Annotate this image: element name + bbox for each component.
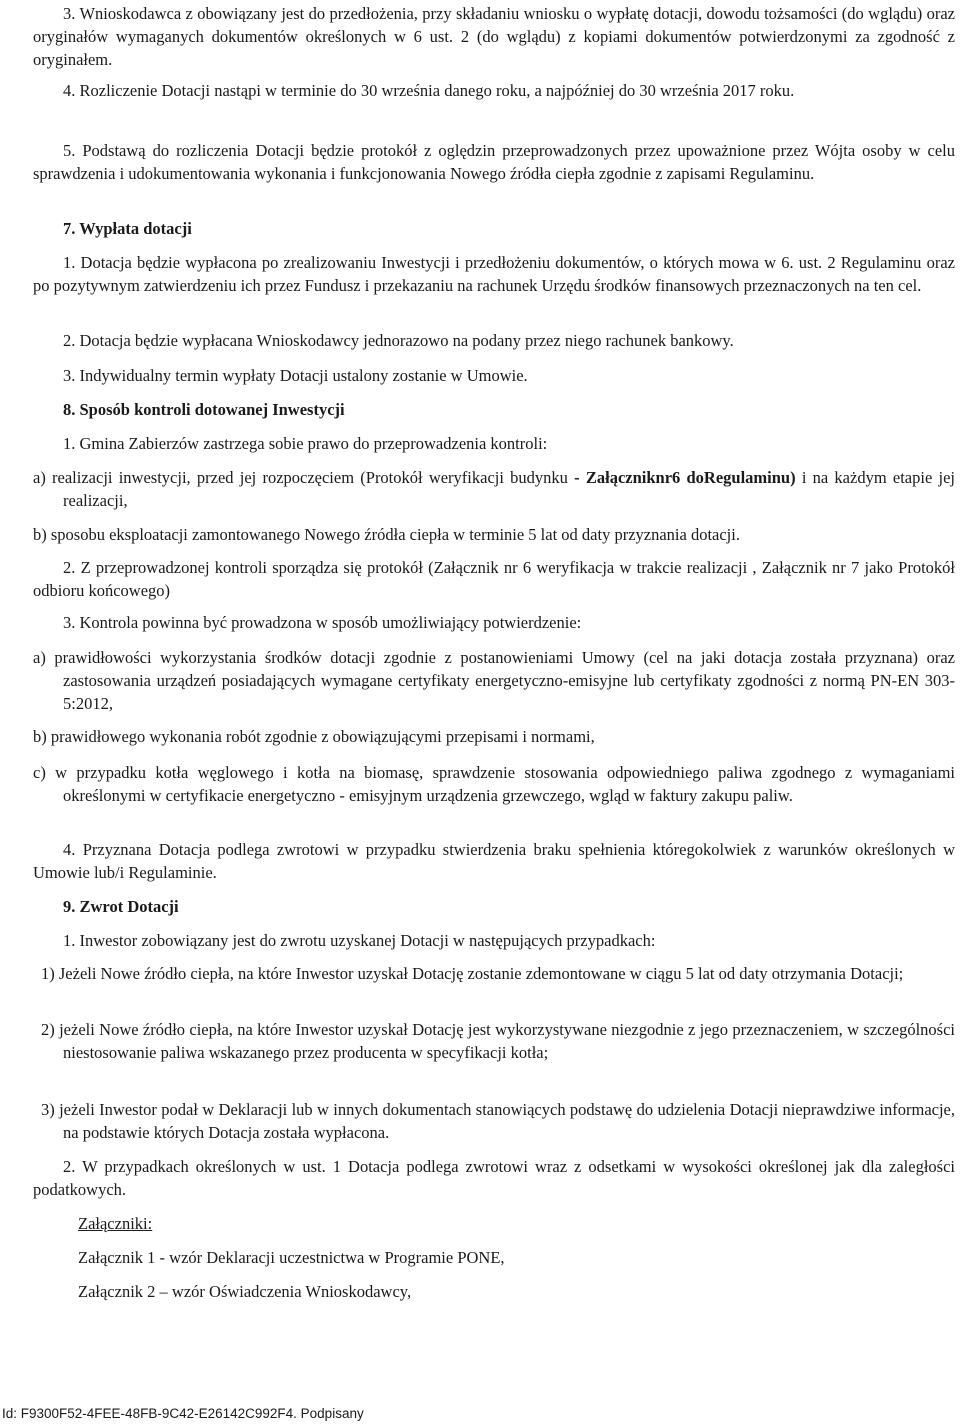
- section-8-item-a-tail: i na każdym etapie jej realizacji,: [63, 468, 955, 510]
- section-8-item-b: b) sposobu eksploatacji zamontowanego Nowego źródła ciepła w terminie 5 lat od daty przyznania dotacji.: [33, 525, 740, 544]
- attachment-1: Załącznik 1 - wzór Deklaracji uczestnictwa w Programie PONE,: [78, 1248, 505, 1267]
- section-9-paragraph-2: 2. W przypadkach określonych w ust. 1 Dotacja podlega zwrotowi wraz z odsetkami w wysokości określonej jak dla zaległości podatkowych.: [33, 1157, 955, 1199]
- paragraph-5-inspection-protocol: 5. Podstawą do rozliczenia Dotacji będzie protokół z oględzin przeprowadzonych przez upoważnione przez Wójta osoby w celu sprawdzenia i udokumentowania wykonania i funkcjonowania Nowego źródła ciepła zgodnie z zapisami Regulaminu.: [33, 141, 955, 183]
- section-8-item-a-text: a) realizacji inwestycji, przed jej rozpoczęciem (Protokół weryfikacji budynku: [33, 468, 575, 487]
- section-8-paragraph-4: 4. Przyznana Dotacja podlega zwrotowi w przypadku stwierdzenia braku spełnienia któregokolwiek z warunków określonych w Umowie lub/i Regulaminie.: [33, 840, 955, 882]
- section-7-heading: 7. Wypłata dotacji: [63, 219, 192, 238]
- section-8-paragraph-3: 3. Kontrola powinna być prowadzona w sposób umożliwiający potwierdzenie:: [63, 613, 582, 632]
- section-9-item-1: 1) Jeżeli Nowe źródło ciepła, na które Inwestor uzyskał Dotację zostanie zdemontowane w ciągu 5 lat od daty otrzymania Dotacji;: [41, 964, 904, 983]
- attachment-2: Załącznik 2 – wzór Oświadczenia Wnioskodawcy,: [78, 1282, 412, 1301]
- section-9-item-3: 3) jeżeli Inwestor podał w Deklaracji lub w innych dokumentach stanowiących podstawę do udzielenia Dotacji nieprawdziwe informacje, na podstawie których Dotacja została wypłacona.: [41, 1100, 955, 1142]
- attachments-heading: Załączniki:: [78, 1214, 153, 1233]
- section-8-item-a-annex: - Załączniknr6 doRegulaminu): [574, 468, 796, 487]
- section-9-heading: 9. Zwrot Dotacji: [63, 897, 179, 916]
- section-8-item-a: [33, 466, 955, 512]
- section-8-paragraph-3-item-c: c) w przypadku kotła węglowego i kotła na biomasę, sprawdzenie stosowania odpowiedniego paliwa zgodnego z wymaganiami określonymi w certyfikacie energetyczno - emisyjnym urządzenia grzewczego, wgląd w faktury zakupu paliw.: [33, 763, 955, 805]
- section-8-paragraph-3-item-b: b) prawidłowego wykonania robót zgodnie z obowiązującymi przepisami i normami,: [33, 727, 595, 746]
- section-7-paragraph-2: 2. Dotacja będzie wypłacana Wnioskodawcy jednorazowo na podany przez niego rachunek bankowy.: [63, 331, 734, 350]
- section-8-paragraph-1: 1. Gmina Zabierzów zastrzega sobie prawo do przeprowadzenia kontroli:: [63, 434, 548, 453]
- section-8-paragraph-3-item-a: a) prawidłowości wykorzystania środków dotacji zgodnie z postanowieniami Umowy (cel na jaki dotacja została przyznana) oraz zastosowania urządzeń posiadających wymagane certyfikaty energetyczno-emisyjne lub certyfikaty zgodności z normą PN-EN 303-5:2012,: [33, 648, 955, 713]
- section-7-paragraph-3: 3. Indywidualny termin wypłaty Dotacji ustalony zostanie w Umowie.: [63, 366, 528, 385]
- paragraph-3-documents: 3. Wnioskodawca z obowiązany jest do przedłożenia, przy składaniu wniosku o wypłatę dotacji, dowodu tożsamości (do wglądu) oraz oryginałów wymaganych dokumentów określonych w 6 ust. 2 (do wglądu) z kopiami dokumentów potwierdzonymi za zgodność z oryginałem.: [33, 4, 955, 69]
- section-8-paragraph-2: 2. Z przeprowadzonej kontroli sporządza się protokół (Załącznik nr 6 weryfikacja w trakcie realizacji , Załącznik nr 7 jako Protokół odbioru końcowego): [33, 558, 955, 600]
- paragraph-4-settlement-deadline: 4. Rozliczenie Dotacji nastąpi w terminie do 30 września danego roku, a najpóźniej do 30 września 2017 roku.: [63, 81, 795, 100]
- document-id-footer: Id: F9300F52-4FEE-48FB-9C42-E26142C992F4. Podpisany: [2, 1406, 364, 1421]
- section-8-heading: 8. Sposób kontroli dotowanej Inwestycji: [63, 400, 345, 419]
- section-7-paragraph-1: 1. Dotacja będzie wypłacona po zrealizowaniu Inwestycji i przedłożeniu dokumentów, o których mowa w 6. ust. 2 Regulaminu oraz po pozytywnym zatwierdzeniu ich przez Fundusz i przekazaniu na rachunek Urzędu środków finansowych przeznaczonych na ten cel.: [33, 253, 955, 295]
- section-9-item-2: 2) jeżeli Nowe źródło ciepła, na które Inwestor uzyskał Dotację jest wykorzystywane niezgodnie z jego przeznaczeniem, w szczególności niestosowanie paliwa wskazanego przez producenta w specyfikacji kotła;: [41, 1020, 955, 1062]
- section-9-paragraph-1: 1. Inwestor zobowiązany jest do zwrotu uzyskanej Dotacji w następujących przypadkach:: [63, 931, 656, 950]
